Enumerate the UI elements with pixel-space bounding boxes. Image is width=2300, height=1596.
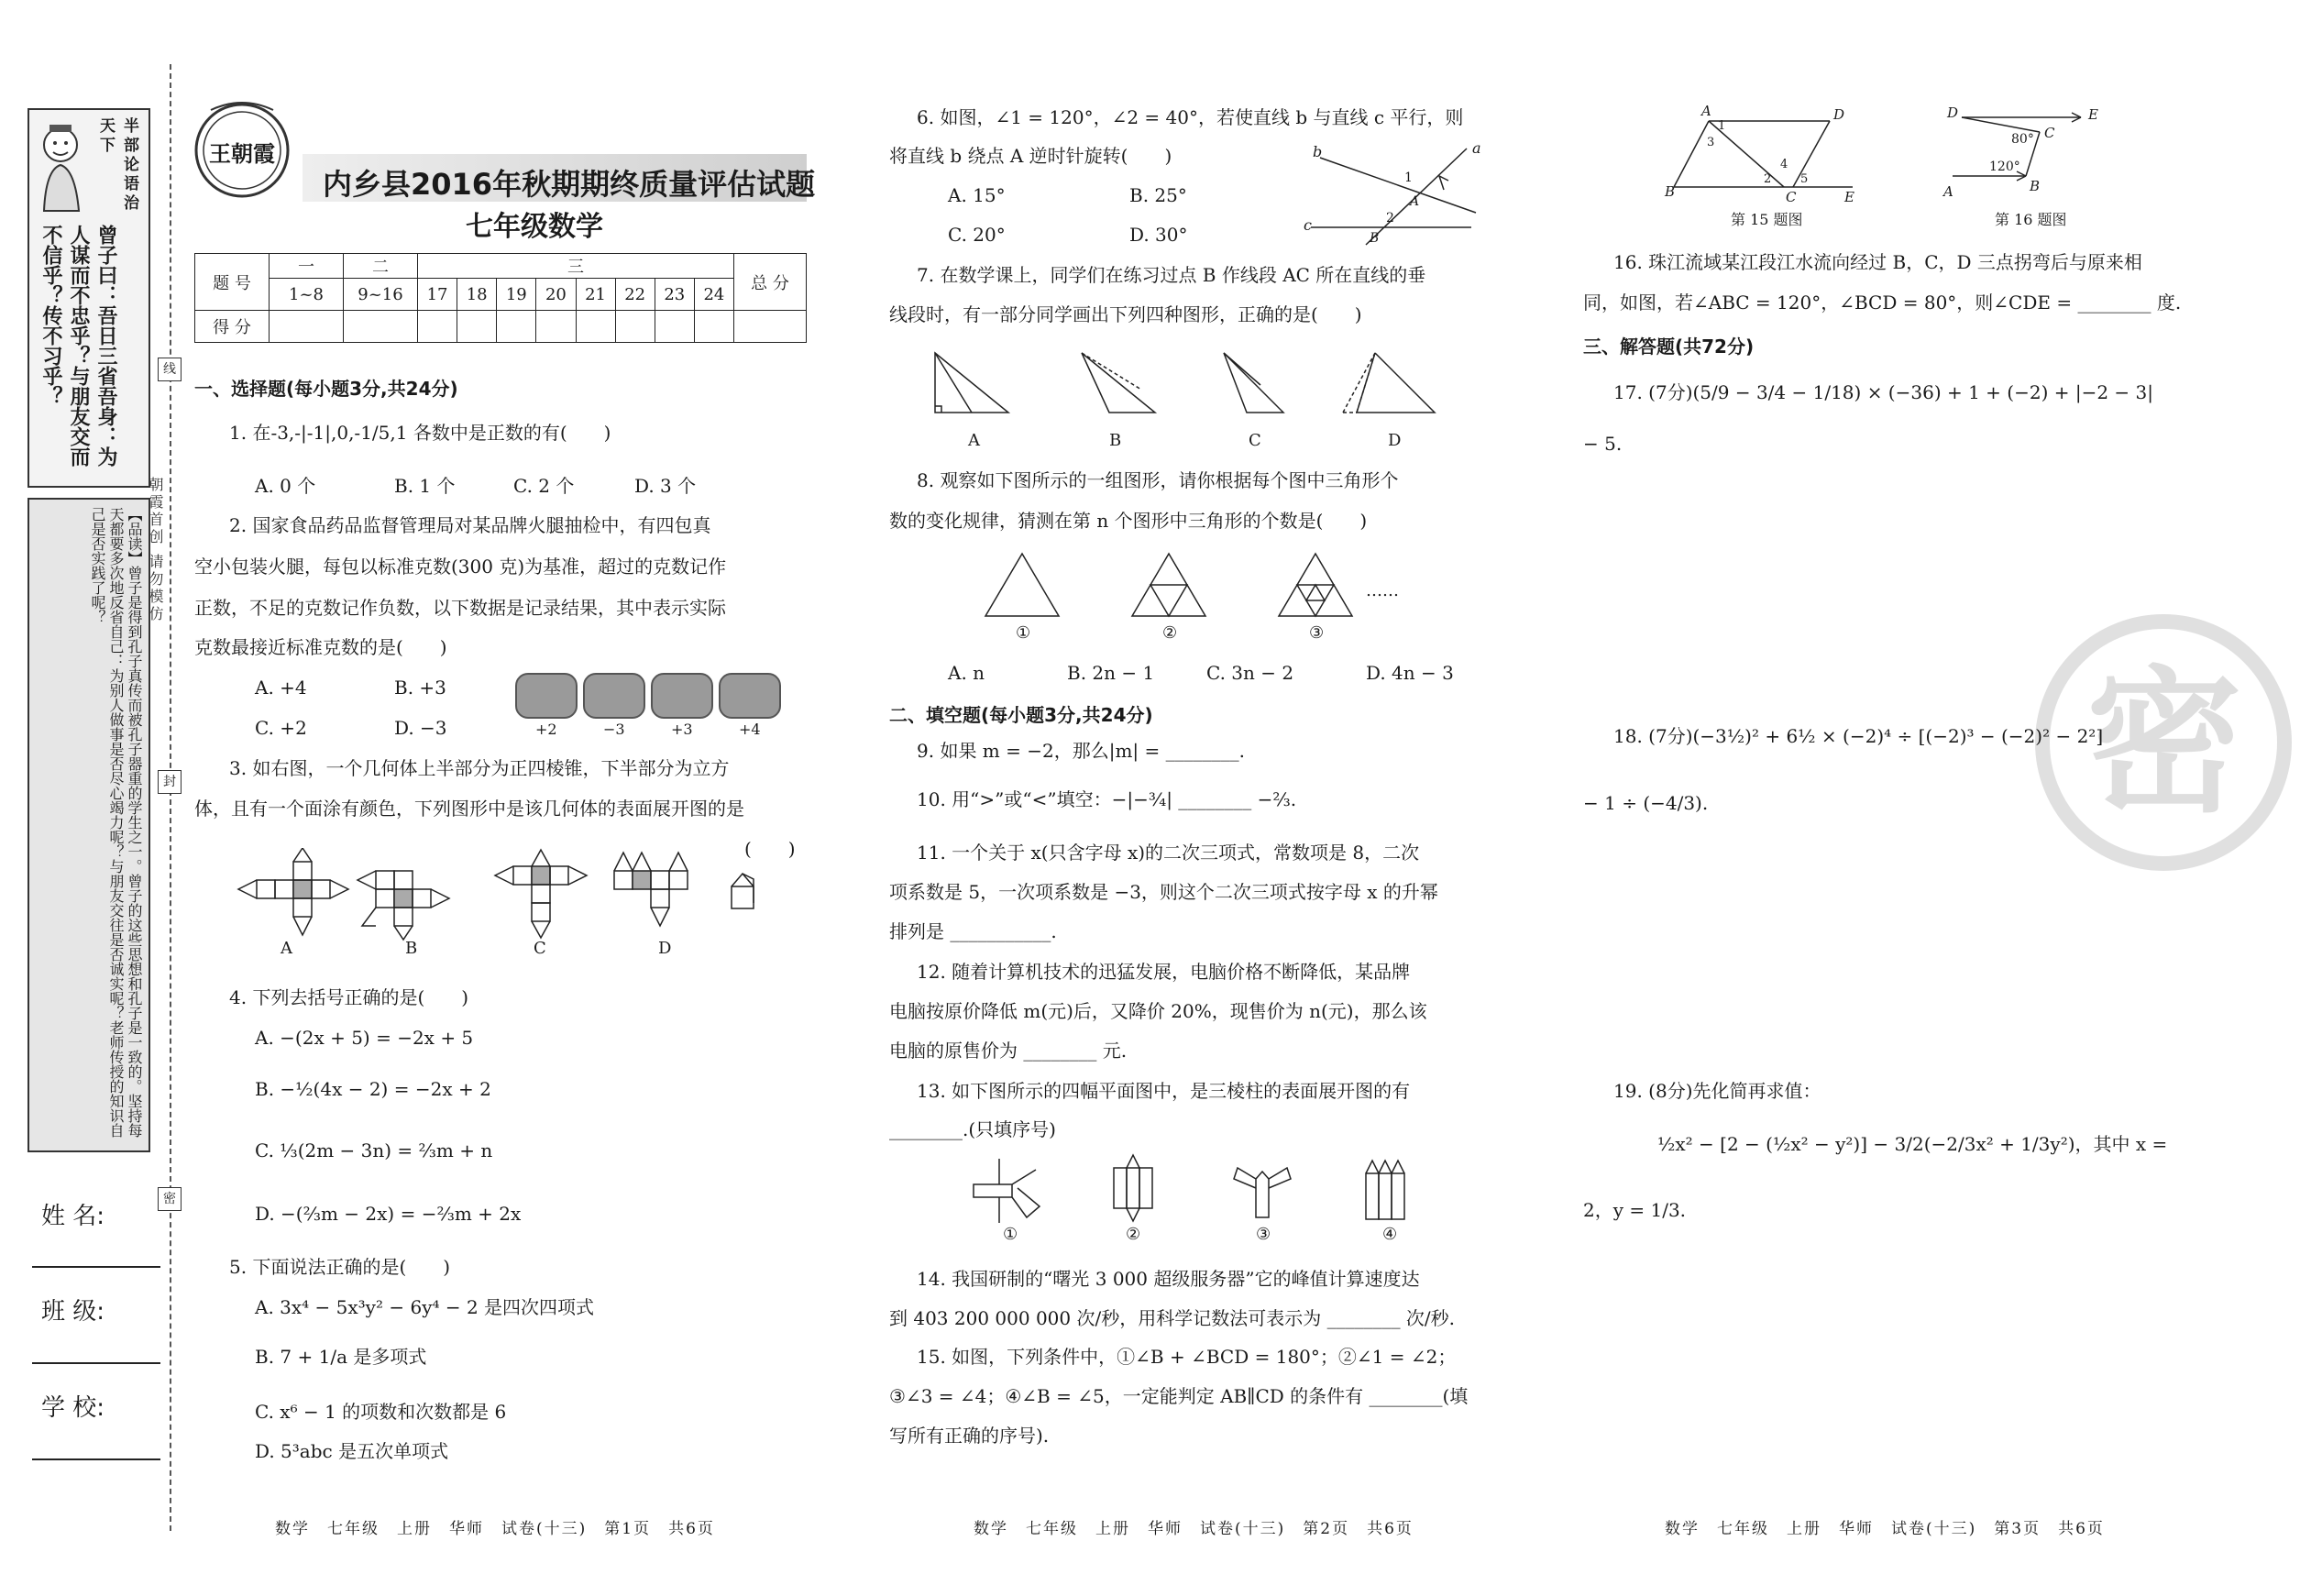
- page-3-footer: 数学 七年级 上册 华师 试卷(十三) 第3页 共6页: [1665, 1520, 2105, 1538]
- q6-opt-d: D. 30°: [1129, 224, 1188, 246]
- q6-label-a: a: [1472, 139, 1481, 157]
- row1-label: 题 号: [195, 254, 270, 311]
- q18-line-2: − 1 ÷ (−4/3).: [1583, 792, 1709, 814]
- q6-opt-c: C. 20°: [948, 224, 1006, 246]
- q6-label-2: 2: [1386, 211, 1394, 226]
- q1-opt-a: A. 0 个: [255, 475, 316, 497]
- q1-opt-c: C. 2 个: [513, 475, 575, 497]
- q13-line-1: 13. 如下图所示的四幅平面图中，是三棱柱的表面展开图的有: [917, 1080, 1411, 1102]
- q16-line-1: 16. 珠江流域某江段江水流向经过 B，C，D 三点拐弯后与原来相: [1613, 251, 2142, 273]
- binding-mark-3: 密: [158, 1187, 182, 1211]
- score-cell[interactable]: [270, 311, 344, 343]
- q3-line-1: 3. 如右图，一个几何体上半部分为正四棱锥，下半部分为立方: [229, 757, 730, 779]
- school-field[interactable]: [32, 1458, 160, 1460]
- q8-line-2: 数的变化规律，猜测在第 n 个图形中三角形的个数是( ): [889, 510, 1368, 532]
- fig15-label-D: D: [1833, 106, 1845, 123]
- q11-line-3: 排列是 ___________.: [889, 920, 1057, 942]
- fig16-caption: 第 16 题图: [1995, 211, 2067, 228]
- col-2: 9~16: [344, 279, 418, 311]
- q10-text: 10. 用“>”或“<”填空：−|−¾| ________ −⅔.: [917, 788, 1297, 810]
- q6-figure: [1302, 139, 1485, 249]
- score-cell[interactable]: [418, 311, 457, 343]
- q3-label-c: C: [534, 939, 546, 958]
- binding-mark-1: 线: [158, 358, 182, 381]
- corner-title: 半部论语治天下: [96, 117, 138, 214]
- fig16-label-80: 80°: [2011, 132, 2034, 147]
- score-cell[interactable]: [694, 311, 733, 343]
- q8-fig-2: ②: [1162, 623, 1178, 643]
- q8-opt-b: B. 2n − 1: [1067, 662, 1155, 684]
- ham-package-icon: [583, 673, 645, 719]
- fig16-label-120: 120°: [1989, 160, 2020, 174]
- ham-tag: +4: [739, 721, 761, 738]
- q12-line-2: 电脑按原价降低 m(元)后，又降价 20%，现售价为 n(元)，那么该: [889, 1000, 1427, 1022]
- q13-line-2: ________.(只填序号): [889, 1118, 1056, 1140]
- q19-expr: ½x² − [2 − (½x² − y²)] − 3/2(−2/3x² + 1/3y²)，其中 x =: [1657, 1133, 2168, 1155]
- q4-opt-b: B. −½(4x − 2) = −2x + 2: [255, 1078, 491, 1100]
- q12-line-1: 12. 随着计算机技术的迅猛发展，电脑价格不断降低，某品牌: [917, 961, 1411, 983]
- fig16-label-B: B: [2030, 178, 2041, 194]
- q7-line-1: 7. 在数学课上，同学们在练习过点 B 作线段 AC 所在直线的垂: [917, 264, 1426, 286]
- class-label: 班 级:: [41, 1298, 105, 1326]
- group-3: 三: [418, 254, 734, 279]
- q6-label-c: c: [1304, 216, 1312, 234]
- cartoon-avatar: [37, 119, 87, 220]
- fig15-label-E: E: [1844, 189, 1854, 205]
- q2-line-2: 空小包装火腿，每包以标准克数(300 克)为基准，超过的克数记作: [194, 556, 727, 578]
- q19-line-3: 2，y = 1/3.: [1583, 1199, 1687, 1221]
- q5-opt-d: D. 5³abc 是五次单项式: [255, 1440, 449, 1462]
- exam-subtitle: 七年级数学: [466, 211, 603, 243]
- exam-title: 内乡县2016年秋期期终质量评估试题: [323, 167, 816, 202]
- col-6: 20: [536, 279, 576, 311]
- q2-opt-c: C. +2: [255, 717, 307, 739]
- q5-opt-b: B. 7 + 1/a 是多项式: [255, 1346, 427, 1368]
- q11-line-1: 11. 一个关于 x(只含字母 x)的二次三项式，常数项是 8，二次: [917, 842, 1420, 864]
- section-1-heading: 一、选择题(每小题3分,共24分): [194, 378, 458, 400]
- group-2: 二: [344, 254, 418, 279]
- section-2-heading: 二、填空题(每小题3分,共24分): [889, 704, 1153, 726]
- fig16-label-A: A: [1943, 183, 1953, 200]
- q13-fig-4: ④: [1382, 1225, 1398, 1244]
- score-table: [194, 253, 807, 343]
- quote-text: 曾子曰：吾日三省吾身：为人谋而不忠乎？与朋友交而不信乎？传不习乎？: [39, 225, 117, 467]
- fig15-label-C: C: [1786, 189, 1797, 205]
- q4-opt-a: A. −(2x + 5) = −2x + 5: [255, 1027, 474, 1049]
- fig15: [1665, 103, 1866, 204]
- fig15-label-5: 5: [1800, 172, 1809, 186]
- q17-line-1: 17. (7分)(5/9 − 3/4 − 1/18) × (−36) + 1 + (−2) + |−2 − 3|: [1613, 381, 2154, 403]
- fig16-label-D: D: [1947, 105, 1959, 121]
- q4-opt-d: D. −(⅔m − 2x) = −⅔m + 2x: [255, 1203, 522, 1225]
- fig15-label-3: 3: [1707, 136, 1715, 149]
- col-9: 23: [655, 279, 694, 311]
- q2-opt-b: B. +3: [394, 677, 446, 699]
- fig15-label-1: 1: [1718, 119, 1726, 133]
- logo-seal: [193, 101, 292, 200]
- q8-opt-a: A. n: [948, 662, 985, 684]
- score-cell[interactable]: [615, 311, 655, 343]
- score-cell[interactable]: [734, 311, 807, 343]
- q15-line-1: 15. 如图，下列条件中，①∠B + ∠BCD = 180°；②∠1 = ∠2；: [917, 1346, 1457, 1368]
- q6-label-A: A: [1410, 194, 1420, 209]
- col-1: 1~8: [270, 279, 344, 311]
- col-7: 21: [576, 279, 615, 311]
- class-field[interactable]: [32, 1362, 160, 1364]
- q3-line-2: 体，且有一个面涂有颜色，下列图形中是该几何体的表面展开图的是: [194, 798, 744, 820]
- ham-package-icon: [515, 673, 578, 719]
- q2-line-4: 克数最接近标准克数的是( ): [194, 636, 447, 658]
- q14-line-1: 14. 我国研制的“曙光 3 000 超级服务器”它的峰值计算速度达: [917, 1268, 1420, 1290]
- q13-fig-2: ②: [1126, 1225, 1141, 1244]
- q1-text: 1. 在-3,-|-1|,0,-1/5,1 各数中是正数的有( ): [229, 422, 611, 444]
- q5-text: 5. 下面说法正确的是( ): [229, 1256, 451, 1278]
- q6-label-1: 1: [1404, 171, 1413, 185]
- binding-mark-2: 封: [158, 770, 182, 794]
- fig15-label-A: A: [1701, 103, 1711, 119]
- q3-label-d: D: [658, 939, 672, 958]
- q8-line-1: 8. 观察如下图所示的一组图形，请你根据每个图中三角形个: [917, 469, 1399, 491]
- q18-line-1: 18. (7分)(−3½)² + 6½ × (−2)⁴ ÷ [(−2)³ − (−2)² − 2²]: [1613, 725, 2104, 747]
- q1-opt-b: B. 1 个: [394, 475, 456, 497]
- q14-line-2: 到 403 200 000 000 次/秒，用科学记数法可表示为 ________ 次/秒.: [889, 1307, 1456, 1329]
- fig15-label-2: 2: [1764, 172, 1772, 186]
- q7-label-c: C: [1249, 431, 1261, 450]
- total-label: 总 分: [734, 254, 807, 311]
- q13-fig-1: ①: [1003, 1225, 1018, 1244]
- page-2-footer: 数学 七年级 上册 华师 试卷(十三) 第2页 共6页: [974, 1520, 1414, 1538]
- fig15-label-4: 4: [1780, 158, 1788, 171]
- ham-tag: −3: [603, 721, 625, 738]
- q7-line-2: 线段时，有一部分同学画出下列四种图形，正确的是( ): [889, 303, 1362, 325]
- q8-figures: [981, 548, 1403, 622]
- fig16-label-E: E: [2088, 106, 2098, 123]
- q8-fig-ellipsis: ……: [1366, 581, 1399, 600]
- score-cell[interactable]: [536, 311, 576, 343]
- fig16: [1943, 103, 2108, 204]
- q9-text: 9. 如果 m = −2，那么|m| = ________.: [917, 740, 1245, 762]
- col-4: 18: [457, 279, 497, 311]
- sidebar-commentary-box: [28, 498, 150, 1152]
- q4-opt-c: C. ⅓(2m − 3n) = ⅔m + n: [255, 1139, 493, 1161]
- q6-label-b: b: [1313, 143, 1323, 160]
- q3-label-a: A: [281, 939, 292, 958]
- score-cell[interactable]: [497, 311, 536, 343]
- q6-line-2: 将直线 b 绕点 A 逆时针旋转( ): [889, 145, 1172, 167]
- q6-label-B: B: [1370, 231, 1380, 246]
- fig16-label-C: C: [2044, 125, 2055, 141]
- commentary-text: 【品读】曾子是得到孔子真传而被孔子器重的学生之一。曾子的这些思想和孔子是一致的。坚持每天都要多次地反省自己：为别人做事是否尽心竭力呢？与朋友交往是否诚实呢？老师传授的知识自己是否实践了呢？: [89, 507, 143, 1138]
- score-cell[interactable]: [576, 311, 615, 343]
- q5-opt-c: C. x⁶ − 1 的项数和次数都是 6: [255, 1401, 507, 1423]
- group-1: 一: [270, 254, 344, 279]
- ham-package-icon: [651, 673, 713, 719]
- q7-label-b: B: [1109, 431, 1122, 450]
- section-3-heading: 三、解答题(共72分): [1583, 336, 1755, 358]
- ham-package-icon: [719, 673, 781, 719]
- ham-tag: +3: [671, 721, 693, 738]
- q2-opt-d: D. −3: [394, 717, 447, 739]
- q5-opt-a: A. 3x⁴ − 5x³y² − 6y⁴ − 2 是四次四项式: [255, 1296, 595, 1318]
- q2-line-1: 2. 国家食品药品监督管理局对某品牌火腿抽检中，有四包真: [229, 514, 711, 536]
- sidebar-top-box: [28, 108, 150, 488]
- q6-line-1: 6. 如图，∠1 = 120°，∠2 = 40°，若使直线 b 与直线 c 平行，则: [917, 106, 1464, 128]
- name-label: 姓 名:: [41, 1203, 105, 1230]
- q15-line-3: 写所有正确的序号).: [889, 1425, 1050, 1447]
- q13-fig-3: ③: [1256, 1225, 1271, 1244]
- q15-line-2: ③∠3 = ∠4；④∠B = ∠5，一定能判定 AB∥CD 的条件有 ________(填: [889, 1385, 1469, 1407]
- q8-opt-c: C. 3n − 2: [1206, 662, 1294, 684]
- q8-opt-d: D. 4n − 3: [1366, 662, 1454, 684]
- col-10: 24: [694, 279, 733, 311]
- score-cell[interactable]: [344, 311, 418, 343]
- fig15-label-B: B: [1665, 183, 1676, 200]
- q7-label-d: D: [1388, 431, 1402, 450]
- q7-label-a: A: [968, 431, 980, 450]
- col-8: 22: [615, 279, 655, 311]
- q16-line-2: 同，如图，若∠ABC = 120°，∠BCD = 80°，则∠CDE = ________ 度.: [1583, 292, 2182, 314]
- q6-opt-a: A. 15°: [948, 184, 1006, 206]
- brand-note: 朝霞首创 请勿模仿: [147, 477, 164, 624]
- q8-fig-1: ①: [1016, 623, 1031, 643]
- binding-line: [170, 64, 171, 1531]
- fig15-caption: 第 15 题图: [1731, 211, 1803, 228]
- q3-nets-figure: [229, 848, 779, 949]
- col-5: 19: [497, 279, 536, 311]
- col-3: 17: [418, 279, 457, 311]
- q12-line-3: 电脑的原售价为 ________ 元.: [889, 1040, 1128, 1062]
- q13-figures: [963, 1151, 1439, 1225]
- name-field[interactable]: [32, 1266, 160, 1268]
- row2-label: 得 分: [195, 311, 270, 343]
- seal-char: 密: [2085, 653, 2242, 834]
- school-label: 学 校:: [41, 1394, 105, 1422]
- q1-opt-d: D. 3 个: [634, 475, 697, 497]
- logo-text: 王朝霞: [209, 140, 275, 167]
- q3-paren: ( ): [744, 838, 796, 860]
- q7-figures: [926, 344, 1476, 426]
- sidebar: [28, 108, 149, 1162]
- page-1-footer: 数学 七年级 上册 华师 试卷(十三) 第1页 共6页: [275, 1520, 715, 1538]
- q6-opt-b: B. 25°: [1129, 184, 1187, 206]
- q4-text: 4. 下列去括号正确的是( ): [229, 986, 469, 1008]
- score-cell[interactable]: [457, 311, 497, 343]
- ham-tag: +2: [535, 721, 557, 738]
- q2-line-3: 正数，不足的克数记作负数，以下数据是记录结果，其中表示实际: [194, 597, 726, 619]
- q17-line-2: − 5.: [1583, 433, 1623, 455]
- q19-title: 19. (8分)先化简再求值：: [1613, 1080, 1821, 1102]
- score-cell[interactable]: [655, 311, 694, 343]
- q11-line-2: 项系数是 5，一次项系数是 −3，则这个二次三项式按字母 x 的升幂: [889, 881, 1438, 903]
- q8-fig-3: ③: [1309, 623, 1325, 643]
- q3-label-b: B: [405, 939, 418, 958]
- q2-opt-a: A. +4: [255, 677, 307, 699]
